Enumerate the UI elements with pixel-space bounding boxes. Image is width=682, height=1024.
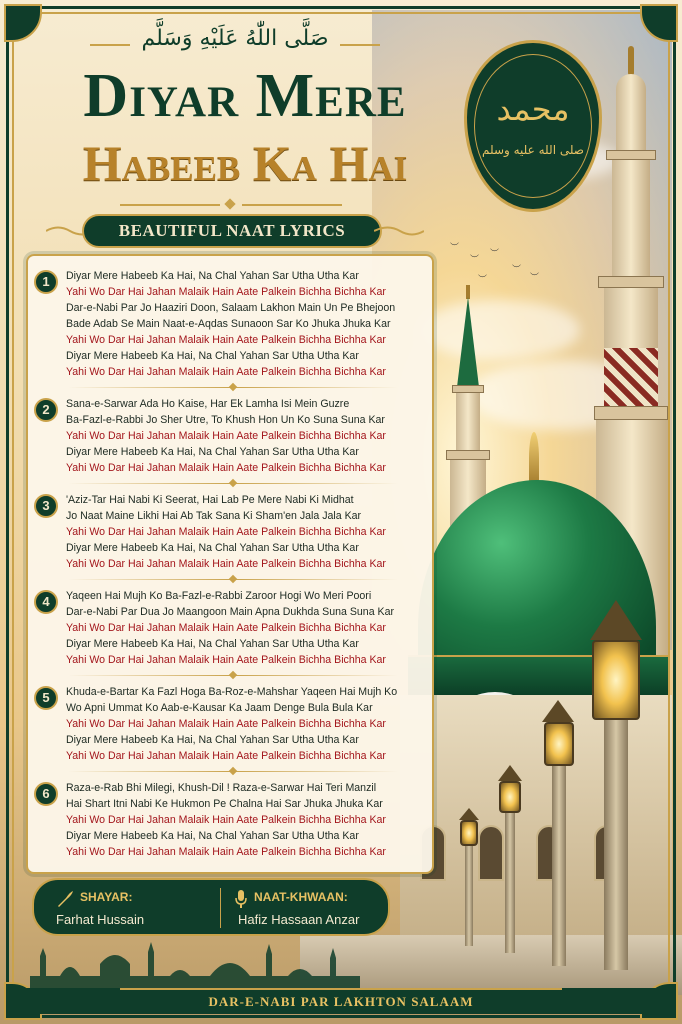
separator-diamond: [229, 479, 237, 487]
refrain-line: Yahi Wo Dar Hai Jahan Malaik Hain Aate Palkein Bichha Bichha Kar: [66, 286, 386, 298]
footer-banner: DAR-E-NABI PAR LAKHTON SALAAM: [120, 988, 562, 1014]
lantern-icon: [454, 808, 484, 948]
stanza-block: [28, 268, 436, 380]
separator-diamond: [229, 383, 237, 391]
quill-icon: [56, 890, 74, 908]
lantern-icon: [490, 765, 530, 955]
ornament-line: [242, 204, 342, 206]
separator-diamond: [229, 767, 237, 775]
ornament-diamond: [224, 198, 235, 209]
separator-diamond: [229, 575, 237, 583]
refrain-line: Yahi Wo Dar Hai Jahan Malaik Hain Aate Palkein Bichha Bichha Kar: [66, 846, 386, 858]
lyric-line: Jo Naat Maine Likhi Hai Ab Tak Sana Ki Sham'en Jala Jala Kar: [66, 510, 362, 522]
refrain-line: Yahi Wo Dar Hai Jahan Malaik Hain Aate Palkein Bichha Bichha Kar: [66, 366, 386, 378]
naat-khwaan-name: Hafiz Hassaan Anzar: [238, 912, 360, 927]
credits-divider: [220, 888, 221, 928]
refrain-line: Yahi Wo Dar Hai Jahan Malaik Hain Aate Palkein Bichha Bichha Kar: [66, 654, 386, 666]
lyric-line: Yaqeen Hai Mujh Ko Ba-Fazl-e-Rabbi Zaroor Hogi Wo Meri Poori: [66, 590, 372, 602]
stanza-number: 4: [34, 590, 58, 614]
lyrics-card: [26, 254, 434, 874]
lyric-line: Hai Shart Itni Nabi Ke Hukmon Pe Chalna Hai Sar Jhuka Jhuka Kar: [66, 798, 383, 810]
lyric-line: Diyar Mere Habeeb Ka Hai, Na Chal Yahan Sar Utha Utha Kar: [66, 350, 359, 362]
refrain-line: Yahi Wo Dar Hai Jahan Malaik Hain Aate Palkein Bichha Bichha Kar: [66, 718, 386, 730]
lantern-icon: [534, 700, 584, 970]
stanza-number: 2: [34, 398, 58, 422]
mosque-silhouette: [30, 936, 360, 990]
refrain-line: Yahi Wo Dar Hai Jahan Malaik Hain Aate Palkein Bichha Bichha Kar: [66, 430, 386, 442]
bird-icon: ︶: [512, 265, 522, 275]
bird-icon: ︶: [530, 273, 540, 283]
bird-icon: ︶: [478, 275, 488, 285]
lyric-line: Diyar Mere Habeeb Ka Hai, Na Chal Yahan Sar Utha Utha Kar: [66, 446, 359, 458]
shayar-label: SHAYAR:: [80, 890, 133, 904]
stanza-number: 3: [34, 494, 58, 518]
stanza-number: 5: [34, 686, 58, 710]
arabic-blessing: صَلَّى اللّٰهُ عَلَيْهِ وَسَلَّم: [141, 26, 329, 51]
lyric-line: Sana-e-Sarwar Ada Ho Kaise, Har Ek Lamha Isi Mein Guzre: [66, 398, 350, 410]
naat-khwaan-label: NAAT-KHWAAN:: [254, 890, 348, 904]
lyric-line: Wo Apni Ummat Ko Aab-e-Kausar Ka Jaam Denge Bula Bula Kar: [66, 702, 373, 714]
refrain-line: Yahi Wo Dar Hai Jahan Malaik Hain Aate Palkein Bichha Bichha Kar: [66, 526, 386, 538]
lyric-line: Khuda-e-Bartar Ka Fazl Hoga Ba-Roz-e-Mahshar Yaqeen Hai Mujh Ko: [66, 686, 398, 698]
lyric-line: Raza-e-Rab Bhi Milegi, Khush-Dil ! Raza-e-Sarwar Hai Teri Manzil: [66, 782, 377, 794]
refrain-line: Yahi Wo Dar Hai Jahan Malaik Hain Aate Palkein Bichha Bichha Kar: [66, 462, 386, 474]
stanza-block: [28, 492, 436, 572]
ornament-line: [120, 204, 220, 206]
refrain-line: Yahi Wo Dar Hai Jahan Malaik Hain Aate Palkein Bichha Bichha Kar: [66, 750, 386, 762]
lyric-line: 'Aziz-Tar Hai Nabi Ki Seerat, Hai Lab Pe Mere Nabi Ki Midhat: [66, 494, 354, 506]
lyric-line: Diyar Mere Habeeb Ka Hai, Na Chal Yahan Sar Utha Utha Kar: [66, 542, 359, 554]
seal-name: محمد: [496, 90, 570, 128]
page-title-line1: Diyar Mere: [83, 62, 407, 130]
refrain-line: Yahi Wo Dar Hai Jahan Malaik Hain Aate Palkein Bichha Bichha Kar: [66, 334, 386, 346]
stanza-block: [28, 396, 436, 476]
seal-blessing: صلى الله عليه وسلم: [482, 143, 584, 157]
muhammad-seal: [464, 40, 602, 212]
stanza-number: 6: [34, 782, 58, 806]
lyric-line: Ba-Fazl-e-Rabbi Jo Sher Utre, To Khush Hon Un Ko Suna Suna Kar: [66, 414, 385, 426]
separator-diamond: [229, 671, 237, 679]
stanza-block: [28, 684, 436, 764]
dome-finial: [529, 432, 539, 484]
bird-icon: ︶: [470, 255, 480, 265]
stanza-block: [28, 588, 436, 668]
microphone-icon: [234, 889, 248, 909]
lyric-line: Dar-e-Nabi Par Jo Haaziri Doon, Salaam Lakhon Main Un Pe Bhejoon: [66, 302, 396, 314]
page-title-line2: Habeeb Ka Hai: [82, 135, 408, 191]
credits-panel: [32, 878, 390, 936]
shayar-name: Farhat Hussain: [56, 912, 145, 927]
subtitle-banner: BEAUTIFUL NAAT LYRICS: [82, 214, 382, 248]
lyric-line: Dar-e-Nabi Par Dua Jo Maangoon Main Apna Dukhda Suna Suna Kar: [66, 606, 395, 618]
bird-icon: ︶: [450, 243, 460, 253]
lyric-line: Diyar Mere Habeeb Ka Hai, Na Chal Yahan Sar Utha Utha Kar: [66, 270, 359, 282]
banner-ornament-right: [374, 224, 424, 238]
lyric-line: Bade Adab Se Main Naat-e-Aqdas Sunaoon Sar Ko Jhuka Jhuka Kar: [66, 318, 391, 330]
lyric-line: Diyar Mere Habeeb Ka Hai, Na Chal Yahan Sar Utha Utha Kar: [66, 830, 359, 842]
stanza-block: [28, 780, 436, 860]
refrain-line: Yahi Wo Dar Hai Jahan Malaik Hain Aate Palkein Bichha Bichha Kar: [66, 558, 386, 570]
bird-icon: ︶: [490, 249, 500, 259]
stanza-number: 1: [34, 270, 58, 294]
corner-ornament: [4, 4, 42, 42]
lyric-line: Diyar Mere Habeeb Ka Hai, Na Chal Yahan Sar Utha Utha Kar: [66, 734, 359, 746]
refrain-line: Yahi Wo Dar Hai Jahan Malaik Hain Aate Palkein Bichha Bichha Kar: [66, 622, 386, 634]
lyric-line: Diyar Mere Habeeb Ka Hai, Na Chal Yahan Sar Utha Utha Kar: [66, 638, 359, 650]
refrain-line: Yahi Wo Dar Hai Jahan Malaik Hain Aate Palkein Bichha Bichha Kar: [66, 814, 386, 826]
